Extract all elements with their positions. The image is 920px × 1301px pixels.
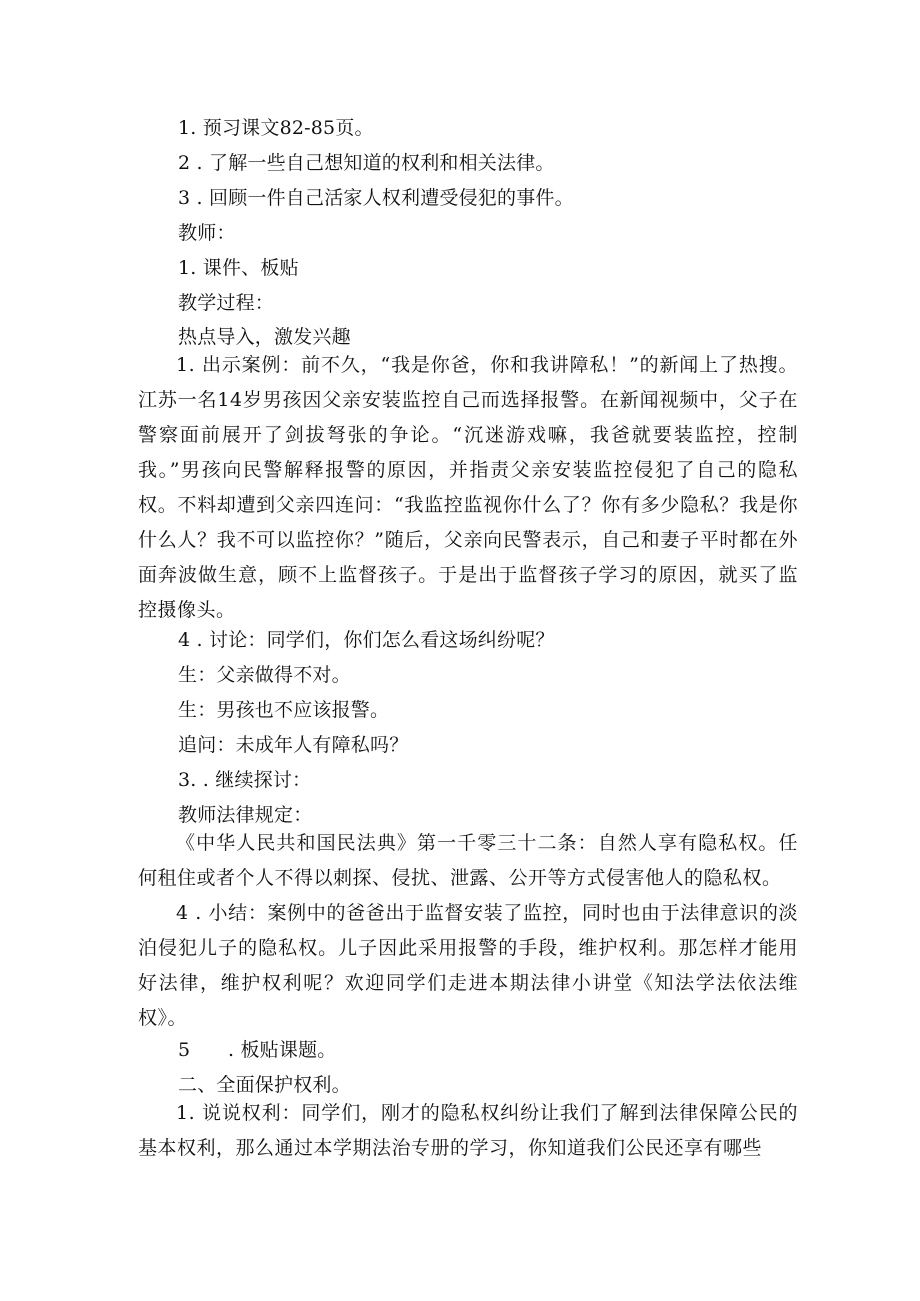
prep-item-1: 1. 预习课文82-85页。 — [178, 117, 374, 139]
section-2-heading: 二、全面保护权利。 — [178, 1074, 351, 1096]
prep-item-3: 3 . 回顾一件自己活家人权利遭受侵犯的事件。 — [178, 187, 574, 209]
section-1-heading: 热点导入，激发兴趣 — [178, 326, 351, 348]
teacher-heading: 教师： — [178, 222, 236, 244]
law-paragraph: 《中华人民共和国民法典》第一千零三十二条：自然人享有隐私权。任何租住或者个人不得以刺探、侵扰、泄露、公开等方式侵害他人的隐私权。 — [138, 832, 798, 889]
item-5-text: . 板贴课题。 — [228, 1039, 337, 1061]
rights-paragraph-block — [138, 1096, 798, 1166]
student-answer-2: 生：男孩也不应该报警。 — [178, 699, 390, 721]
teacher-item-1: 1. 课件、板贴 — [178, 257, 299, 279]
rights-paragraph: 1. 说说权利：同学们，刚才的隐私权纠纷让我们了解到法律保障公民的基本权利，那么通过本学期法治专册的学习，你知道我们公民还享有哪些 — [138, 1102, 798, 1159]
process-heading: 教学过程： — [178, 292, 275, 314]
case-paragraph-block — [138, 348, 798, 628]
continue-discussion: 3. . 继续探讨： — [178, 769, 312, 791]
follow-up-question: 追问：未成年人有障私吗？ — [178, 734, 409, 756]
student-answer-1: 生：父亲做得不对。 — [178, 664, 351, 686]
discussion-item: 4 . 讨论：同学们，你们怎么看这场纠纷呢？ — [178, 629, 555, 651]
prep-item-2: 2 . 了解一些自己想知道的权利和相关法律。 — [178, 152, 555, 174]
summary-paragraph-block — [138, 896, 798, 1036]
case-paragraph: 1. 出示案例：前不久，“我是你爸，你和我讲障私！”的新闻上了热搜。江苏一名14岁男孩因父亲安装监控自己而选择报警。在新闻视频中，父子在警察面前展开了剑拔弩张的争论。“沉迷游戏嘛，我爸就要装监控，控制我。”男孩向民警解释报警的原因，并指责父亲安装监控侵犯了自己的隐私权。不料却遭到父亲四连问：“我监控监视你什么了？你有多少隐私？我是你什么人？我不可以监控你？”随后，父亲向民警表示，自己和妻子平时都在外面奔波做生意，顾不上监督孩子。于是出于监督孩子学习的原因，就买了监控摄像头。 — [138, 354, 798, 621]
summary-paragraph: 4 . 小结：案例中的爸爸出于监督安装了监控，同时也由于法律意识的淡泊侵犯儿子的隐私权。儿子因此采用报警的手段，维护权利。那怎样才能用好法律，维护权利呢？欢迎同学们走进本期法律小讲堂《知法学法依法维权》。 — [138, 902, 798, 1029]
item-5-number: 5 — [178, 1039, 191, 1061]
legal-provision-heading: 教师法律规定： — [178, 804, 313, 826]
law-paragraph-block — [138, 826, 798, 896]
